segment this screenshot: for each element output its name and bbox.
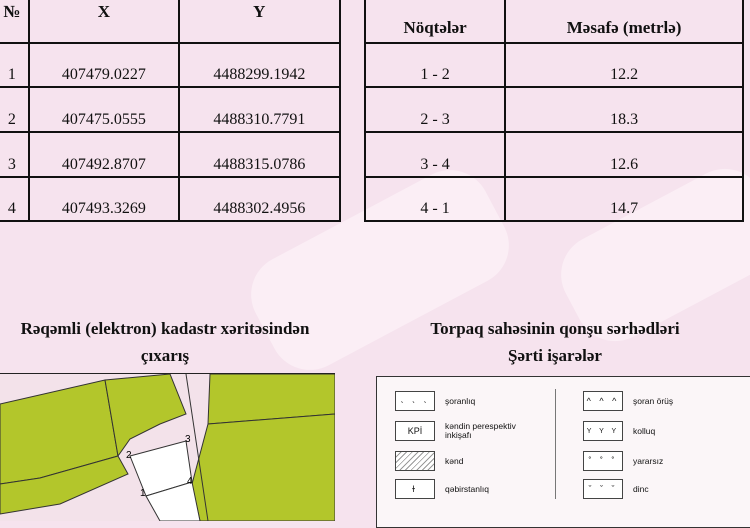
- cell-points: 3 - 4: [365, 132, 505, 177]
- cell-points: 1 - 2: [365, 43, 505, 87]
- table-header-row: [0, 0, 743, 43]
- cell-y: 4488302.4956: [179, 177, 339, 221]
- legend-label: kənd: [445, 455, 464, 466]
- table-row: [0, 132, 743, 177]
- col-header-y: Y: [179, 0, 339, 43]
- salt-pasture-icon: ^ ^ ^: [583, 391, 623, 411]
- cell-number: 3: [0, 132, 29, 177]
- cell-distance: 14.7: [505, 177, 743, 221]
- cell-x: 407493.3269: [29, 177, 179, 221]
- col-header-points: Nöqtələr: [365, 0, 505, 43]
- legend-label: dinc: [633, 483, 649, 494]
- point-label-4: 4: [187, 476, 193, 487]
- col-header-distance: Məsafə (metrlə): [505, 0, 743, 43]
- cell-points: 4 - 1: [365, 177, 505, 221]
- map-title-line2: çıxarış: [140, 346, 190, 365]
- shrub-icon: Y Y Y: [583, 421, 623, 441]
- legend-label: şoranlıq: [445, 395, 476, 406]
- hatched-village-icon: [395, 451, 435, 471]
- cell-x: 407479.0227: [29, 43, 179, 87]
- cell-number: 4: [0, 177, 29, 221]
- cell-distance: 12.6: [505, 132, 743, 177]
- cell-number: 1: [0, 43, 29, 87]
- table-row: [0, 87, 743, 132]
- coordinates-table: [0, 0, 744, 222]
- legend-title-line1: Torpaq sahəsinin qonşu sərhədləri: [430, 319, 680, 338]
- cadastral-map: [0, 373, 335, 521]
- cell-x: 407492.8707: [29, 132, 179, 177]
- cell-y: 4488315.0786: [179, 132, 339, 177]
- legend-label: yararsız: [633, 455, 664, 466]
- legend-item: [395, 451, 535, 471]
- salt-marsh-icon: ˴ ˴ ˴: [395, 391, 435, 411]
- cell-y: 4488310.7791: [179, 87, 339, 132]
- table-row: [0, 43, 743, 87]
- neighbor-parcel: [192, 414, 335, 521]
- legend-item: [583, 451, 723, 471]
- cell-y: 4488299.1942: [179, 43, 339, 87]
- legend-label: kəndin perespektiv inkişafı: [445, 421, 516, 440]
- fallow-icon: ˇ ˇ ˇ: [583, 479, 623, 499]
- legend-section-title: [400, 315, 710, 369]
- legend-item: [395, 391, 535, 411]
- kpi-icon: KPİ: [395, 421, 435, 441]
- cell-points: 2 - 3: [365, 87, 505, 132]
- legend-item: [395, 479, 535, 499]
- point-label-3: 3: [185, 434, 191, 445]
- legend-label: kolluq: [633, 425, 656, 436]
- map-title-line1: Rəqəmli (elektron) kadastr xəritəsindən: [20, 319, 310, 338]
- table-row: [0, 177, 743, 221]
- point-label-1: 1: [140, 488, 146, 499]
- col-header-number: №: [0, 0, 29, 43]
- legend-divider: [555, 389, 556, 499]
- cell-distance: 12.2: [505, 43, 743, 87]
- point-label-2: 2: [126, 450, 132, 461]
- cemetery-icon: ɫ: [395, 479, 435, 499]
- legend-item: [395, 421, 535, 441]
- legend-panel: [376, 376, 750, 528]
- col-header-x: X: [29, 0, 179, 43]
- cadastral-map-drawing: [0, 374, 335, 521]
- map-section-title: [0, 315, 340, 369]
- legend-item: [583, 421, 723, 441]
- neighbor-parcel: [105, 374, 186, 456]
- cell-number: 2: [0, 87, 29, 132]
- unusable-land-icon: ˚ ˚ ˚: [583, 451, 623, 471]
- cell-distance: 18.3: [505, 87, 743, 132]
- legend-item: [583, 479, 723, 499]
- cell-x: 407475.0555: [29, 87, 179, 132]
- legend-item: [583, 391, 723, 411]
- legend-title-line2: Şərti işarələr: [508, 346, 602, 365]
- legend-label: şoran örüş: [633, 395, 674, 406]
- legend-label: qəbirstanlıq: [445, 483, 489, 494]
